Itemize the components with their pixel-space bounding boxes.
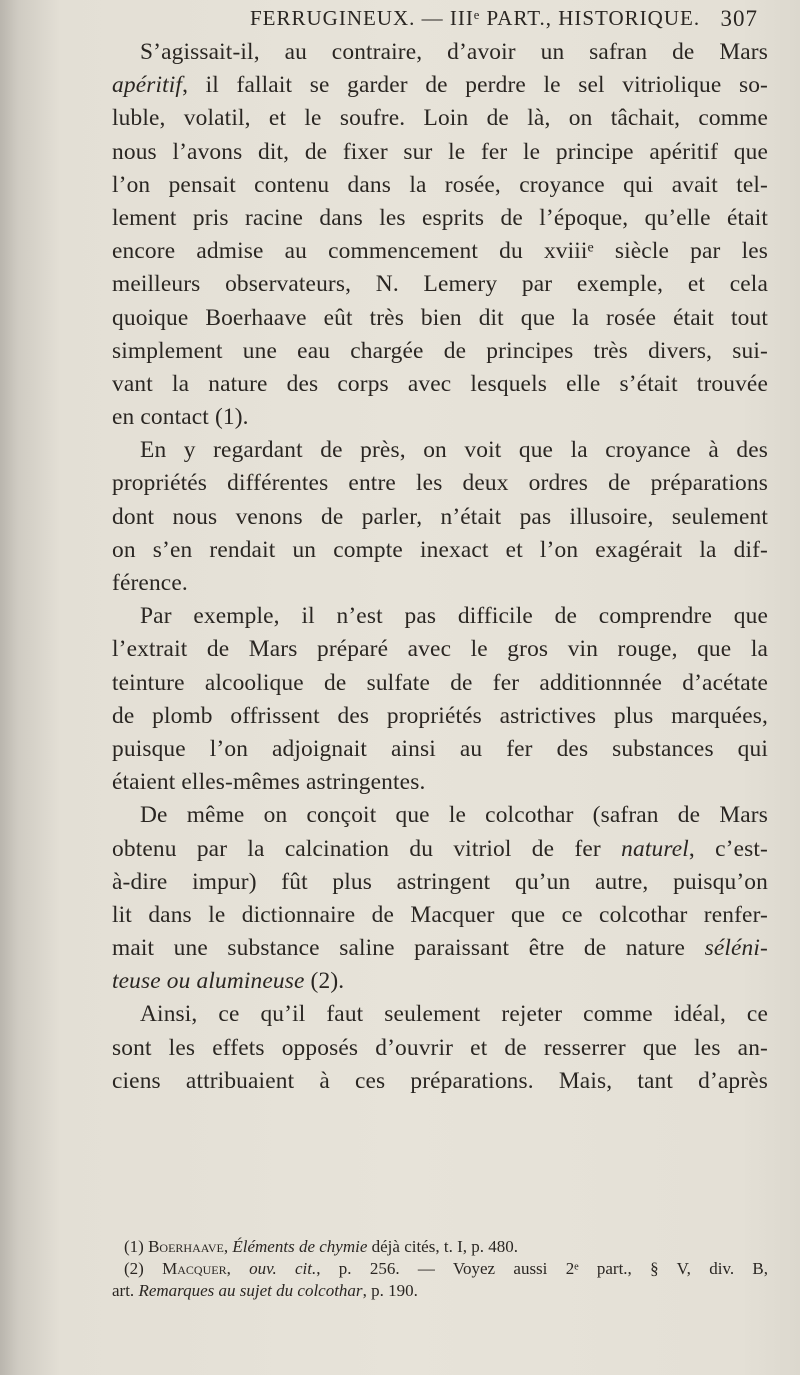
text-fragment: ,: [226, 1259, 250, 1278]
footnote-title: Remarques au sujet du colcothar: [138, 1281, 363, 1300]
text-fragment: art.: [112, 1281, 139, 1300]
running-title: FERRUGINEUX. — IIIᵉ PART., HISTORIQUE.: [250, 6, 701, 30]
page-header: [250, 6, 770, 36]
text-line: De même on conçoit que le colcothar (safran de Mars: [140, 802, 768, 829]
text-line: l’extrait de Mars préparé avec le gros vin rouge, que la: [112, 636, 768, 663]
text-fragment: , p. 190.: [362, 1281, 418, 1300]
text-fragment: ,: [223, 1237, 233, 1256]
italic-word: naturel: [621, 835, 689, 862]
text-line: dont nous venons de parler, n’était pas illusoire, seulement: [112, 503, 768, 530]
text-fragment: , p. 256. — Voyez aussi 2ᵉ part., § V, div. B,: [316, 1259, 769, 1278]
footnote-mark: (2): [124, 1259, 163, 1278]
text-line: teinture alcoolique de sulfate de fer additionnnée d’acétate: [112, 669, 768, 696]
italic-word: apéritif: [112, 72, 183, 99]
text-line: de plomb offrissent des propriétés astrictives plus marquées,: [112, 702, 768, 729]
text-line: luble, volatil, et le soufre. Loin de là, on tâchait, comme: [112, 105, 768, 132]
footnote-2-continued: [112, 1280, 768, 1302]
text-line: l’on pensait contenu dans la rosée, croyance qui avait tel-: [112, 171, 768, 198]
text-line: propriétés différentes entre les deux ordres de préparations: [112, 470, 768, 497]
text-line: [112, 932, 768, 965]
footnote-1: [112, 1236, 768, 1258]
text-line: en contact (1).: [112, 404, 249, 431]
text-line: sont les effets opposés d’ouvrir et de resserrer que les an-: [112, 1034, 768, 1061]
text-line: vant la nature des corps avec lesquels elle s’était trouvée: [112, 370, 768, 397]
text-line: étaient elles-mêmes astringentes.: [112, 769, 426, 796]
text-line: Par exemple, il n’est pas difficile de comprendre que: [140, 603, 768, 630]
italic-word: séléni-: [704, 935, 768, 962]
text-fragment: , c’est-: [688, 835, 768, 862]
body-text: [112, 36, 768, 1098]
text-line: meilleurs observateurs, N. Lemery par exemple, et cela: [112, 271, 768, 298]
page-number: 307: [720, 6, 758, 31]
text-line: Ainsi, ce qu’il faut seulement rejeter comme idéal, ce: [140, 1001, 768, 1028]
text-fragment: mait une substance saline paraissant être de nature: [112, 935, 705, 962]
italic-word: teuse ou: [112, 968, 197, 995]
text-line: S’agissait-il, au contraire, d’avoir un safran de Mars: [140, 39, 768, 65]
text-line: lement pris racine dans les esprits de l’époque, qu’elle était: [112, 204, 768, 231]
text-line: [112, 833, 768, 866]
text-fragment: obtenu par la calcination du vitriol de fer: [112, 835, 622, 862]
footnote-author: Boerhaave: [148, 1237, 224, 1256]
text-line: puisque l’on adjoignait ainsi au fer des substances qui: [112, 735, 768, 762]
text-line: nous l’avons dit, de fixer sur le fer le principe apéritif que: [112, 138, 768, 165]
text-line: quoique Boerhaave eût très bien dit que la rosée était tout: [112, 304, 768, 331]
footnote-title: Éléments de chymie: [232, 1237, 368, 1256]
text-line: En y regardant de près, on voit que la croyance à des: [140, 437, 768, 464]
italic-word: alumineuse: [196, 968, 305, 995]
footnote-mark: (1): [124, 1237, 149, 1256]
text-line: [112, 965, 768, 998]
footnote-title: ouv. cit.: [249, 1259, 317, 1278]
text-line: on s’en rendait un compte inexact et l’on exagérait la dif-: [112, 536, 768, 563]
footnote-author: Macquer: [162, 1259, 227, 1278]
footnotes: [112, 1236, 768, 1302]
text-line: ciens attribuaient à ces préparations. Mais, tant d’après: [112, 1067, 768, 1094]
text-line: lit dans le dictionnaire de Macquer que ce colcothar renfer-: [112, 901, 768, 928]
text-fragment: déjà cités, t. I, p. 480.: [367, 1237, 518, 1256]
text-line: encore admise au commencement du xviiiᵉ siècle par les: [112, 238, 768, 265]
text-fragment: , il fallait se garder de perdre le sel vitriolique so-: [182, 72, 768, 99]
text-fragment: (2).: [304, 968, 345, 995]
footnote-2: [112, 1258, 768, 1280]
text-line: férence.: [112, 570, 188, 596]
text-line: simplement une eau chargée de principes très divers, sui-: [112, 337, 768, 364]
text-line: à-dire impur) fût plus astringent qu’un autre, puisqu’on: [112, 868, 768, 895]
text-line: [112, 69, 768, 102]
